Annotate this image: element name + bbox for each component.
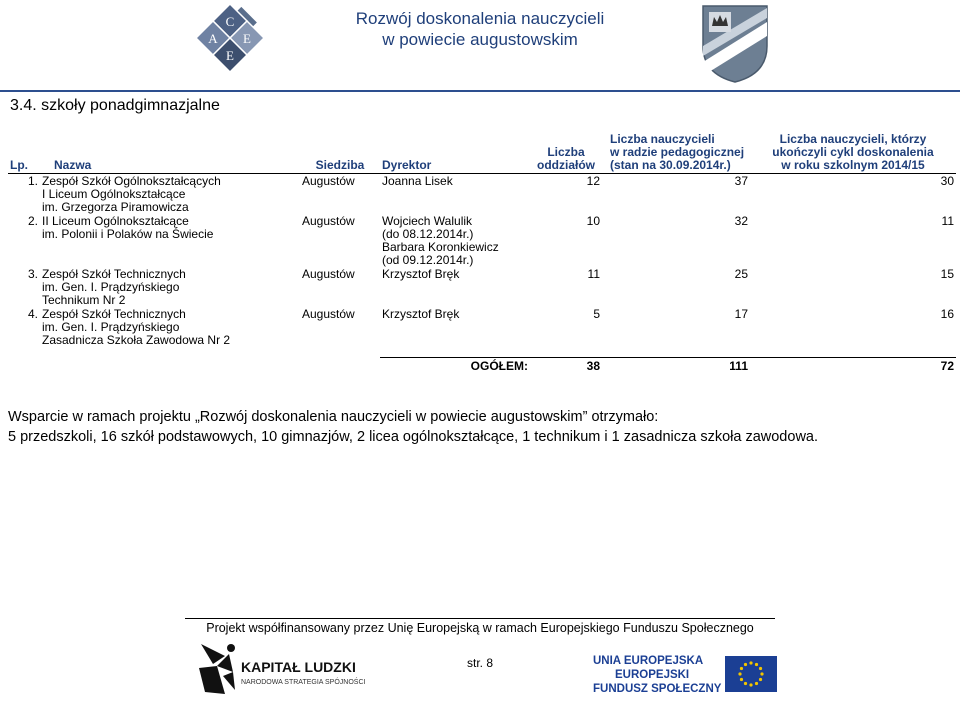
row-ukonczyli: 16 <box>940 307 954 321</box>
eu-star-icon <box>759 667 762 670</box>
row-oddzialy: 5 <box>593 307 600 321</box>
row-oddzialy: 12 <box>586 174 600 188</box>
row-ukonczyli: 15 <box>940 267 954 281</box>
kapital-ludzki-title: KAPITAŁ LUDZKI <box>241 659 356 675</box>
col-header-ukonczyli: Liczba nauczycieli, którzy ukończyli cykl doskonalenia w roku szkolnym 2014/15 <box>750 133 956 174</box>
footer-divider <box>185 618 775 619</box>
total-label: OGÓŁEM: <box>380 358 530 374</box>
table-header-row <box>8 133 956 174</box>
row-oddzialy: 11 <box>587 267 600 281</box>
page-number: str. 8 <box>466 656 493 670</box>
row-school-name: Zespół Szkół Technicznych im. Gen. I. Prądzyńskiego Technikum Nr 2 <box>42 267 186 307</box>
kapital-ludzki-logo <box>195 642 385 697</box>
kapital-ludzki-icon <box>199 644 235 694</box>
row-ukonczyli: 11 <box>941 214 954 228</box>
eu-star-icon <box>755 682 758 685</box>
row-lp: 4. <box>27 307 38 321</box>
eu-logo-line2: EUROPEJSKI <box>615 669 690 681</box>
kapital-ludzki-subtitle: NARODOWA STRATEGIA SPÓJNOŚCI <box>241 679 366 686</box>
eu-logo-line3: FUNDUSZ SPOŁECZNY <box>593 683 722 695</box>
total-ukonczyli: 72 <box>750 358 956 374</box>
schools-table <box>8 133 956 373</box>
col-header-nazwa: Nazwa <box>40 133 300 174</box>
eu-star-icon <box>740 678 743 681</box>
eu-logo-line1: UNIA EUROPEJSKA <box>593 655 704 667</box>
table-row <box>8 214 956 267</box>
eu-star-icon <box>749 661 752 664</box>
eu-star-icon <box>755 663 758 666</box>
eu-star-icon <box>760 672 763 675</box>
row-school-name: Zespół Szkół Technicznych im. Gen. I. Prądzyńskiego Zasadnicza Szkoła Zawodowa Nr 2 <box>42 307 231 347</box>
row-school-name: II Liceum Ogólnokształcące im. Polonii i Polaków na Świecie <box>42 214 214 241</box>
table-row <box>8 267 956 307</box>
powiat-coat-of-arms-icon <box>695 2 775 84</box>
row-nauczyciele: 25 <box>734 267 748 281</box>
logo-letter-e2: E <box>226 48 234 63</box>
header-divider <box>0 90 960 92</box>
project-title <box>300 8 660 50</box>
col-header-oddzialy: Liczba oddziałów <box>530 133 602 174</box>
footer-cofinancing-text: Projekt współfinansowany przez Unię Europejską w ramach Europejskiego Funduszu Społecznego <box>206 621 754 635</box>
row-nauczyciele: 17 <box>734 307 748 321</box>
logo-letter-e1: E <box>243 31 251 46</box>
col-header-dyrektor: Dyrektor <box>380 133 530 174</box>
eu-star-icon <box>749 683 752 686</box>
row-dyrektor: Joanna Lisek <box>382 174 453 188</box>
support-summary-line2: 5 przedszkoli, 16 szkół podstawowych, 10 gimnazjów, 2 licea ogólnokształcące, 1 technikum i 1 zasadnicza szkoła zawodowa. <box>8 429 819 445</box>
row-dyrektor: Krzysztof Bręk <box>382 307 460 321</box>
logo-letter-a: A <box>208 31 218 46</box>
col-header-nauczyciele: Liczba nauczycieli w radzie pedagogicznej (stan na 30.09.2014r.) <box>602 133 750 174</box>
table-total-row <box>8 358 956 374</box>
row-school-name: Zespół Szkół Ogólnokształcących I Liceum Ogólnokształcące im. Grzegorza Piramowicza <box>42 174 221 214</box>
eu-flag-icon <box>725 656 777 692</box>
total-nauczyciele: 111 <box>602 358 750 374</box>
row-ukonczyli: 30 <box>940 174 954 188</box>
table-row <box>8 307 956 347</box>
row-lp: 2. <box>27 214 38 228</box>
logo-letter-c: C <box>225 14 235 29</box>
eu-star-icon <box>740 667 743 670</box>
col-header-siedziba: Siedziba <box>300 133 380 174</box>
col-header-lp: Lp. <box>8 133 40 174</box>
eu-star-icon <box>759 678 762 681</box>
row-lp: 1. <box>27 174 38 188</box>
row-dyrektor: Krzysztof Bręk <box>382 267 460 281</box>
eu-star-icon <box>744 663 747 666</box>
row-siedziba: Augustów <box>302 214 355 228</box>
project-title-line2: w powiecie augustowskim <box>382 30 578 49</box>
row-dyrektor: Wojciech Walulik (do 08.12.2014r.) Barbara Koronkiewicz (od 09.12.2014r.) <box>382 214 499 267</box>
row-siedziba: Augustów <box>302 307 355 321</box>
eu-logo <box>585 650 785 700</box>
row-lp: 3. <box>27 267 38 281</box>
row-siedziba: Augustów <box>302 267 355 281</box>
support-summary-line1: Wsparcie w ramach projektu „Rozwój doskonalenia nauczycieli w powiecie augustowskim” otrzymało: <box>8 409 659 425</box>
row-siedziba: Augustów <box>302 174 355 188</box>
total-oddzialy: 38 <box>530 358 602 374</box>
cae-logo <box>185 2 275 74</box>
section-title: 3.4. szkoły ponadgimnazjalne <box>10 97 220 114</box>
row-nauczyciele: 37 <box>734 174 748 188</box>
eu-star-icon <box>744 682 747 685</box>
row-oddzialy: 10 <box>586 214 600 228</box>
support-summary <box>8 407 953 447</box>
project-title-line1: Rozwój doskonalenia nauczycieli <box>355 9 605 28</box>
table-row <box>8 174 956 215</box>
row-nauczyciele: 32 <box>734 214 748 228</box>
eu-star-icon <box>738 672 741 675</box>
